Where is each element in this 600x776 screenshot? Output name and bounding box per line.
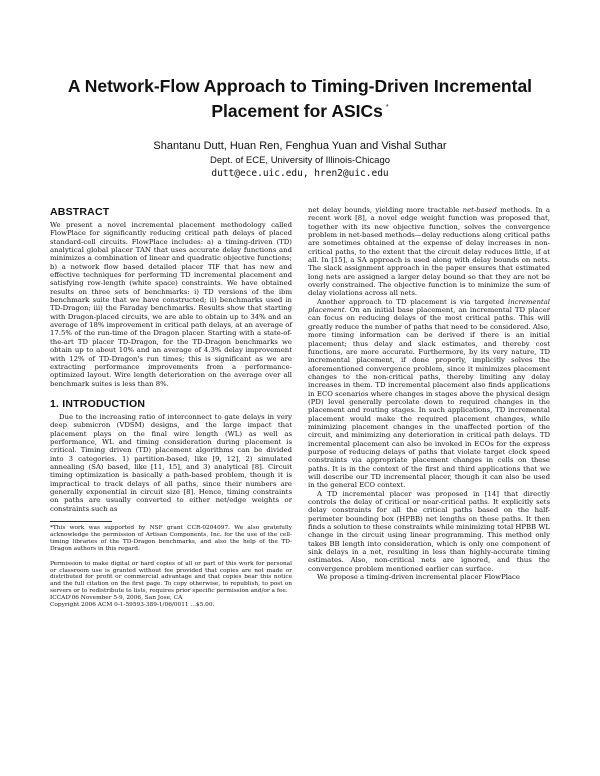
conference-venue: ICCAD'06 November 5-9, 2006, San Jose, CA (50, 595, 183, 602)
p1-emphasis: net-based (462, 206, 497, 214)
permission-notice: Permission to make digital or hard copies of all or part of this work for personal or classroom use is granted without fee provided that copies are not made or distributed for profit or commercial advantage and that copies bear this notice and the full citation on the first page. To copy otherwise, to republish, to post on servers or to redistribute to lists, requires prior specific permission and/or a fee. (50, 560, 292, 595)
paper-title (40, 75, 560, 122)
body-paragraph-3: A TD incremental placer was proposed in [14] that directly controls the delay of critical or near-critical paths. It explicitly sets delay constraints for all the critical paths based on the half-perimeter bounding box (HPBB) net lengths on these paths. It then finds a solution to these constraints while minimizing total HPBB WL change in the circuit using linear programming. This method only takes BB length into consideration, which is only one component of sink delays in a net, resulting in less than highly-accurate timing estimates. Also, non-critical nets are ignored, and thus the convergence problem mentioned earlier can surface. (308, 489, 550, 573)
p2-emphasis: incremental placement (308, 297, 550, 315)
introduction-heading: 1. INTRODUCTION (50, 397, 146, 410)
affiliation: Dept. of ECE, University of Illinois-Chicago (209, 155, 391, 166)
abstract-text: We present a novel incremental placement methodology called FlowPlace for significantly reducing critical path delays of placed standard-cell circuits. FlowPlace includes: a) a timing-driven (TD) analytical global placer TAN that uses accurate delay functions and minimizes a combination of linear and quadratic objective functions; b) a network flow based detailed placer TIF that has new and effective techniques for performing TD incremental placement and satisfying row-length (white space) constraints. We have obtained results on three sets of benchmarks: i) TD versions of the ibm benchmark suite that we have constructed; ii) benchmarks used in TD-Dragon; iii) the Faraday benchmarks. Results show that starting with Dragon-placed circuits, we are able to obtain up to 34% and an average of 18% improvement in critical path delays, at an average of 17.5% of the run-time of the Dragon placer. Starting with a state-of-the-art TD placer TD-Dragon, for the TD-Dragon benchmarks we obtain up to about 10% and an average of 4.3% delay improvement with 12% of TD-Dragon's run times; this is significant as we are extracting performance improvements from a performance-optimized layout. Wire length deterioration on the average over all benchmark suites is less than 8%. (50, 221, 292, 388)
p2-text-a: Another approach to TD placement is via targeted (317, 297, 508, 306)
right-column (308, 206, 550, 581)
funding-footnote: *This work was supported by NSF grant CCR-0204097. We also gratefully acknowledge the permission of Artisan Components, Inc. for the use of the cell-timing libraries of the TD-Dragon benchmarks, and also the help of the TD-Dragon authors in this regard. (50, 525, 292, 552)
abstract-heading: ABSTRACT (50, 206, 110, 218)
left-column (50, 206, 292, 609)
p1-text-b: methods. In a recent work [8], a novel edge weight function was proposed that, together with its new objective function, solves the convergence problem in net-based methods—delay reductions along critical paths are sometimes obtained at the expense of delay increases in non-critical paths, to the extent that the circuit delay reduces little, if at all. In [15], a SA approach is used along with delay bounds on nets. The slack assignment approach in the paper ensures that estimated long nets are assigned a larger delay bound so that they are not be overly constrained. The objective function is to minimize the sum of delay violations across all nets. (308, 206, 550, 298)
body-paragraph-4: We propose a timing-driven incremental placer FlowPlace (317, 573, 520, 582)
introduction-paragraph: Due to the increasing ratio of interconnect to gate delays in very deep submicron (VDSM) designs, and the large impact that placement plays on the final wire length (WL) as well as performance, WL and timing consideration during placement is critical. Timing driven (TD) placement algorithms can be divided into 3 categories. 1) partition-based, like [9, 12], 2) simulated annealing (SA) based, like [11, 15], and 3) analytical [8]. Circuit timing optimization is basically a path-based problem, though it is impractical to track delays of all paths, since their numbers are generally exponential in circuit size [8]. Hence, timing constraints on paths are usually converted to either net/edge weights or constraints such as (50, 412, 292, 513)
body-paragraph-2 (308, 298, 550, 490)
p1-text-a: net delay bounds, yielding more tractable (308, 206, 463, 214)
footnote-rule (50, 521, 112, 522)
title-text: A Network-Flow Approach to Timing-Driven Incremental Placement for ASICs (67, 76, 533, 121)
title-footnote-mark: * (385, 104, 389, 111)
p2-text-b: . On an initial base placement, an incremental TD placer can focus on reducing delays of the most critical paths. This will greatly reduce the number of paths that need to be considered. Also, more timing information can be derived if there is an initial placement; thus delay and slack estimates, and thereby cost functions, are more accurate. Furthermore, by its very nature, TD incremental placement, if done properly, implicitly solves the aforementioned convergence problem, since it minimizes placement changes to the non-critical paths, thereby limiting any delay increases in them. TD incremental placement also finds applications in ECO scenarios where changes in stages above the physical design (PD) level generally percolate down to required changes in the placement and routing stages. In such applications, TD incremental placement would make the required placement changes, while minimizing placement changes in the unaffected portion of the circuit, and minimizing any deterioration in critical path delays. TD incremental placement can also be invoked in ECOs for the express purpose of reducing delays of paths that violate target clock speed constraints via appropriate placement changes in cells on these paths. It is in the context of the first and third applications that we will describe our TD incremental placer, though it can also be used in the general ECO context. (308, 306, 550, 490)
author-list: Shantanu Dutt, Huan Ren, Fenghua Yuan and Vishal Suthar (153, 140, 447, 152)
author-emails: dutt@ece.uic.edu, hren2@uic.edu (211, 168, 389, 179)
copyright-line: Copyright 2006 ACM 0-1-59593-389-1/06/0011 ...$5.00. (50, 602, 215, 609)
body-paragraph-1 (308, 206, 550, 298)
